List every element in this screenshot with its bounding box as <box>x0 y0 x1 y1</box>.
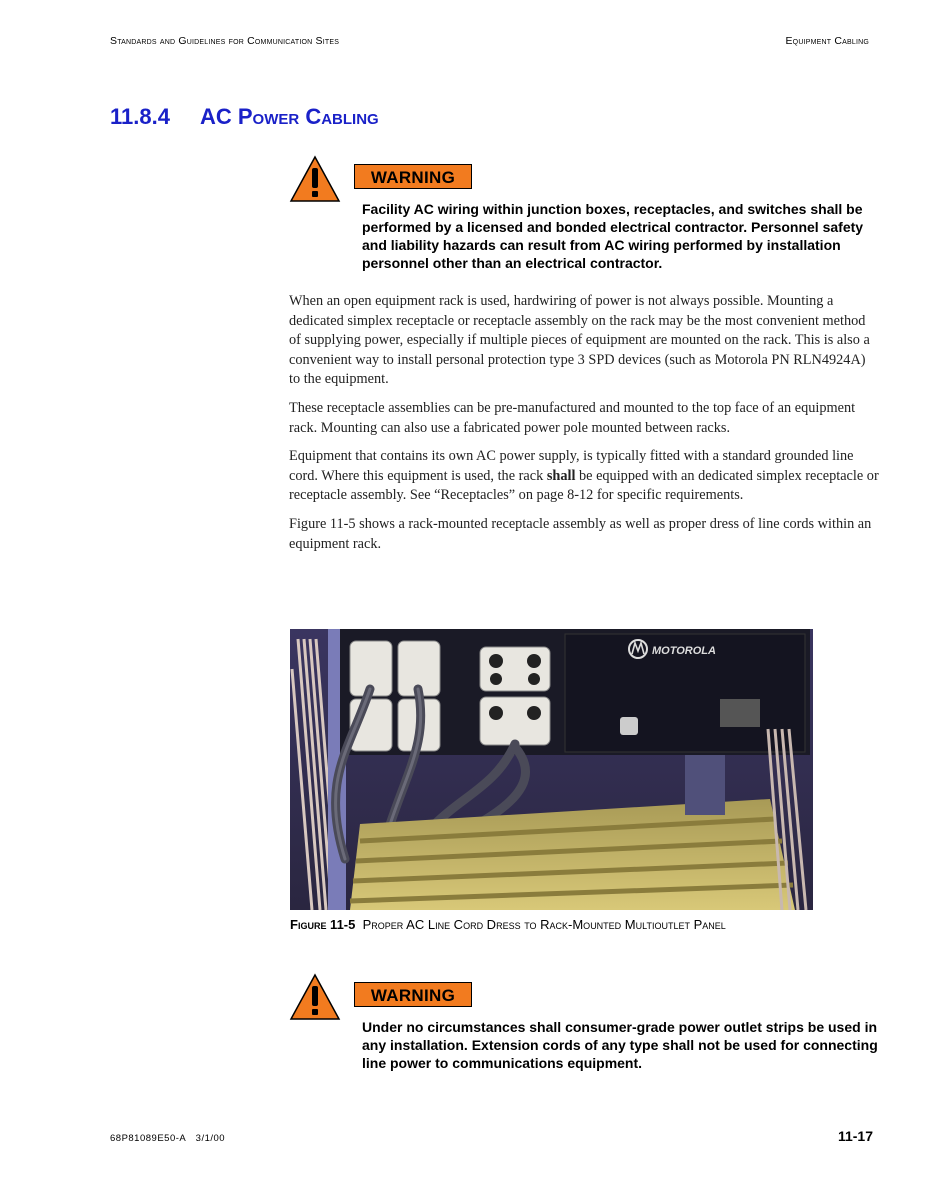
rack-photo-illustration <box>290 629 813 910</box>
figure-caption-text: Proper AC Line Cord Dress to Rack-Mounted Multioutlet Panel <box>362 917 726 932</box>
paragraph-emphasis: shall <box>546 467 576 484</box>
running-header-left: Standards and Guidelines for Communication Sites <box>110 35 340 47</box>
figure-caption <box>290 917 726 932</box>
warning-label: WARNING <box>354 164 472 189</box>
section-title: AC Power Cabling <box>200 104 379 129</box>
warning-label: WARNING <box>354 982 472 1007</box>
paragraph-text: be equipped with an dedicated simplex receptacle or receptacle assembly. See “Receptacles” on page 8-12 for specific requirements. <box>289 467 879 504</box>
section-heading <box>110 104 379 130</box>
page-number: 11-17 <box>837 1128 873 1144</box>
warning-text: Facility AC wiring within junction boxes, receptacles, and switches shall be performed by a licensed and bonded electrical contractor. Personnel safety and liability hazards can result from AC wiring performed by installation personnel other than an electrical contractor. <box>362 201 864 271</box>
motorola-logo-text: MOTOROLA <box>652 645 716 657</box>
section-number: 11.8.4 <box>110 104 170 129</box>
warning-triangle-icon <box>289 155 341 203</box>
footer-doc-id: 68P81089E50-A <box>110 1133 187 1144</box>
paragraph: When an open equipment rack is used, hardwiring of power is not always possible. Mounting a dedicated simplex receptacle or receptacle assembly on the rack may be the most convenient method of supplying power, especially if multiple pieces of equipment are mounted on the rack. This is also a convenient way to install personal protection type 3 SPD devices (such as Motorola PN RLN4924A) to the equipment. <box>289 293 870 388</box>
footer-date: 3/1/00 <box>195 1133 226 1144</box>
figure-caption-label: Figure 11-5 <box>290 917 356 932</box>
paragraph-text: Equipment that contains its own AC power supply, is typically fitted with a standard grounded line cord. Where this equipment is used, the rack <box>289 448 854 484</box>
running-header-right: Equipment Cabling <box>785 35 869 47</box>
warning-triangle-icon <box>289 973 341 1021</box>
paragraph: Figure 11-5 shows a rack-mounted receptacle assembly as well as proper dress of line cords within an equipment rack. <box>289 515 872 552</box>
body-text <box>289 292 879 563</box>
figure-photo <box>290 629 813 910</box>
warning-text: Under no circumstances shall consumer-grade power outlet strips be used in any installation. Extension cords of any type shall not be used for connecting line power to communications equipment. <box>362 1019 878 1071</box>
paragraph: These receptacle assemblies can be pre-manufactured and mounted to the top face of an equipment rack. Mounting can also use a fabricated power pole mounted between racks. <box>289 399 856 436</box>
footer-doc-info <box>110 1133 225 1144</box>
paragraph <box>289 447 879 506</box>
